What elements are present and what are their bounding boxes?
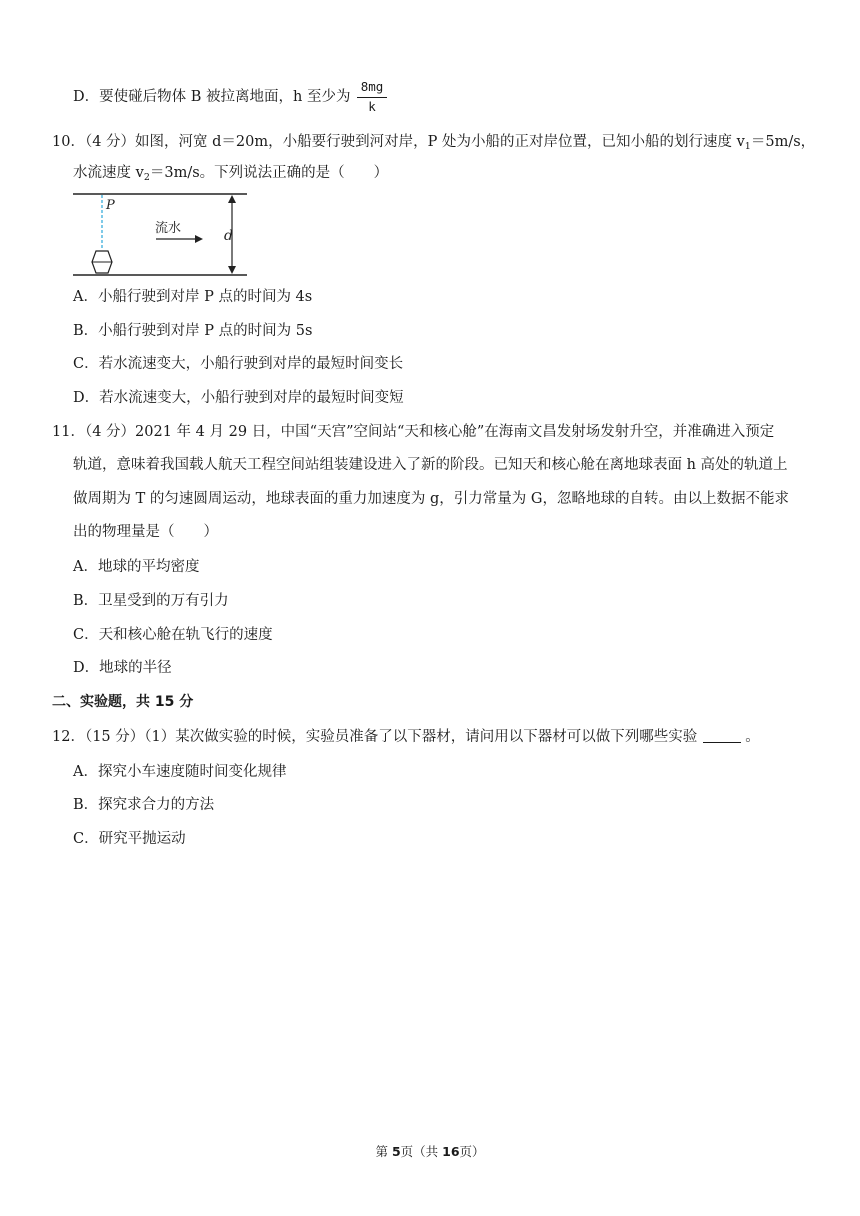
river-boat-figure [72,189,252,281]
label-d: d [224,228,233,244]
q10-stem-text2b: ＝3m/s。下列说法正确的是（ ） [149,165,389,181]
q12-option-a: A．探究小车速度随时间变化规律 [73,764,287,780]
total-pages: 16 [442,1144,460,1159]
v1-subscript: 1 [744,141,751,152]
q10-option-b: B．小船行驶到对岸 P 点的时间为 5s [73,323,313,339]
flow-arrow-head [195,235,203,243]
q10-option-c: C．若水流速变大，小船行驶到对岸的最短时间变长 [73,356,404,372]
footer-text-2: 页（共 [400,1144,443,1159]
q10-stem-text1-end: ＝5m/s， [750,134,816,150]
q12-option-b: B．探究求合力的方法 [73,797,215,813]
q10-option-d: D．若水流速变大，小船行驶到对岸的最短时间变短 [73,390,404,406]
label-flow: 流水 [155,221,182,236]
section-title: 二、实验题，共 15 分 [52,694,194,710]
fraction-denominator: k [368,99,376,114]
q11-option-b: B．卫星受到的万有引力 [73,593,229,609]
q11-option-c: C．天和核心舱在轨飞行的速度 [73,627,273,643]
q10-stem-line2 [73,163,388,188]
width-arrow-head-top [228,195,236,203]
q11-stem-line1: 11．（4 分）2021 年 4 月 29 日，中国“天宫”空间站“天和核心舱”在海南文昌发射场发射升空，并准确进入预定 [52,424,775,440]
fraction-8mg-over-k [357,80,387,114]
width-arrow-head-bottom [228,266,236,274]
v2-subscript: 2 [143,172,150,183]
q11-stem-line4: 出的物理量是（ ） [73,524,218,540]
q11-stem-line3: 做周期为 T 的匀速圆周运动，地球表面的重力加速度为 g，引力常量为 G，忽略地球的自转。由以上数据不能求 [73,491,789,507]
q10-stem-text2a: 水流速度 v [73,165,144,181]
label-p: P [106,198,115,213]
fraction-numerator: 8mg [360,79,384,94]
q11-option-a: A．地球的平均密度 [73,559,200,575]
footer-text-3: 页） [459,1144,485,1159]
q12-stem [52,727,760,747]
q10-stem-text1: 10．（4 分）如图，河宽 d＝20m，小船要行驶到河对岸，P 处为小船的正对岸位置，已知小船的划行速度 v [52,134,745,150]
answer-blank[interactable] [703,728,741,743]
q9-option-d [73,87,350,107]
q11-stem-line2: 轨道，意味着我国载人航天工程空间站组装建设进入了新的阶段。已知天和核心舱在离地球表面 h 高处的轨道上 [73,457,788,473]
q10-stem-line1 [52,132,815,157]
q12-option-c: C．研究平抛运动 [73,831,186,847]
q12-stem-text: 12．（15 分）（1）某次做实验的时候，实验员准备了以下器材，请问用以下器材可以做下列哪些实验 [52,729,698,745]
q11-option-d: D．地球的半径 [73,660,172,676]
q9-option-d-text: D．要使碰后物体 B 被拉离地面，h 至少为 [73,89,351,105]
q10-option-a: A．小船行驶到对岸 P 点的时间为 4s [73,289,313,305]
footer-text-1: 第 [375,1144,392,1159]
q12-stem-end: 。 [745,729,760,745]
fraction-bar [357,97,387,98]
page-number: 5 [391,1144,401,1159]
page-footer [0,1142,860,1160]
